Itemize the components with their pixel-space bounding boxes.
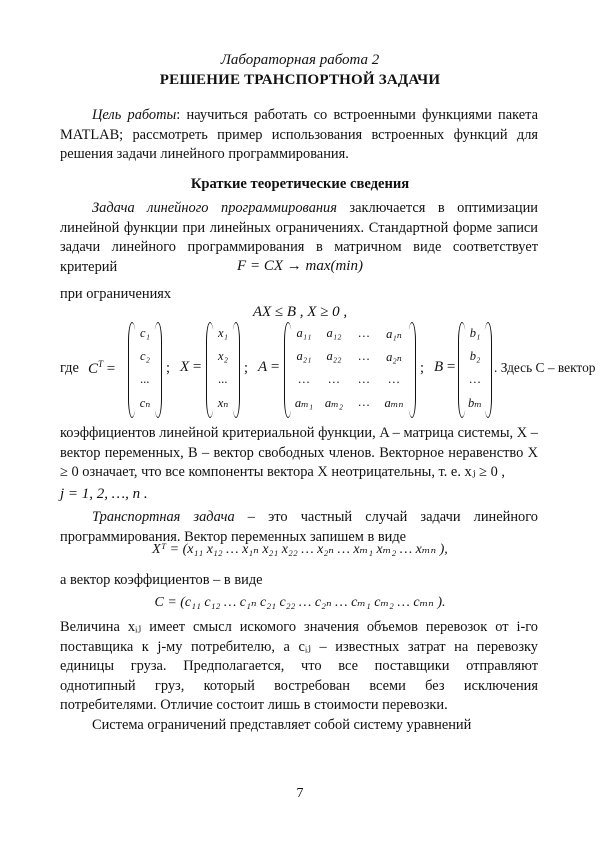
a-matrix: a₁₁ a₁₂ … a₁ₙ a₂₁ a₂₂ … a₂ₙ … … … … aₘ₁ aₘ₂ … aₘₙ: [284, 322, 416, 418]
ct-matrix: c₁ c₂ ... cₙ: [128, 322, 162, 418]
constraints-formula: AX ≤ B , X ≥ 0 ,: [252, 304, 348, 320]
matrix-tail-text: . Здесь C – вектор: [494, 360, 596, 375]
page-number: 7: [296, 786, 304, 801]
a-label: A =: [258, 359, 280, 375]
x-label: X =: [180, 359, 202, 375]
transport-definition-text: – это частный случай задачи линейного программирования. Вектор переменных запишем в виде: [60, 509, 538, 545]
lab-work-label: Лабораторная работа 2: [220, 52, 380, 68]
b-label: B =: [434, 359, 456, 375]
criterion-formula: F = CX → max(min): [237, 258, 363, 274]
coefficients-label: а вектор коэффициентов – в виде: [60, 572, 263, 588]
lp-term: Задача линейного программирования: [92, 200, 337, 216]
goal-label: Цель работы: [92, 107, 177, 123]
constraints-system-paragraph: Система ограничений представляет собой систему уравнений: [92, 717, 472, 733]
c-vector-formula: C = (c₁₁ c₁₂ … c₁ₙ c₂₁ c₂₂ … c₂ₙ … cₘ₁ cₘ₂ … cₘₙ ).: [154, 595, 446, 610]
x-vector-formula: Xᵀ = (x₁₁ x₁₂ … x₁ₙ x₂₁ x₂₂ … x₂ₙ … xₘ₁ xₘ₂ … xₘₙ ),: [152, 542, 448, 557]
index-range: j = 1, 2, …, n .: [60, 486, 148, 502]
vector-description-paragraph: коэффициентов линейной критериальной функции, A – матрица системы, X – вектор переменных, B – вектор свободных членов. Векторное неравенство X ≥ 0 означает, что все компоненты вектора X неотрицательны, т. е. xⱼ ≥ 0 ,: [60, 425, 538, 480]
page-title: РЕШЕНИЕ ТРАНСПОРТНОЙ ЗАДАЧИ: [159, 72, 441, 88]
matrix-definitions: где $C^T$ = c₁ c₂ ... cₙ ; X = x₁ x₂ ... xₙ ; A = a₁₁ a₁₂ … a₁ₙ a₂₁ a₂₂ … a₂ₙ … … … … aₘ₁ aₘ₂ … aₘₙ ; B = b₁ b₂ … bₘ . Здесь C – вектор: [60, 322, 540, 418]
constraints-label: при ограничениях: [60, 286, 172, 302]
lp-definition-text: заключается в оптимизации линейной функции при линейных ограничениях. Стандартной форме записи задачи линейного программирования в матричном виде соответствует критерий: [60, 200, 539, 275]
goal-paragraph: [60, 106, 538, 165]
xij-meaning-paragraph: Величина xᵢⱼ имеет смысл искомого значения объемов перевозок от i-го поставщика к j-му потребителю, а cᵢⱼ – известных затрат на перевозку единицы груза. Предполагается, что все поставщики отправляют однотипный груз, который востребован всеми без исключения потребителями. Отличие состоит лишь в стоимости перевозки.: [60, 619, 538, 713]
where-label: где: [60, 360, 79, 376]
transport-term: Транспортная задача: [92, 509, 235, 525]
x-matrix: x₁ x₂ ... xₙ: [206, 322, 240, 418]
ct-label: $C^T$ =: [88, 359, 116, 377]
goal-text: : научиться работать со встроенными функциями пакета MATLAB; рассмотреть пример использования встроенных функций для решения задачи линейного программирования.: [60, 107, 539, 162]
b-matrix: b₁ b₂ … bₘ: [458, 322, 492, 418]
section-title: Краткие теоретические сведения: [190, 176, 410, 192]
